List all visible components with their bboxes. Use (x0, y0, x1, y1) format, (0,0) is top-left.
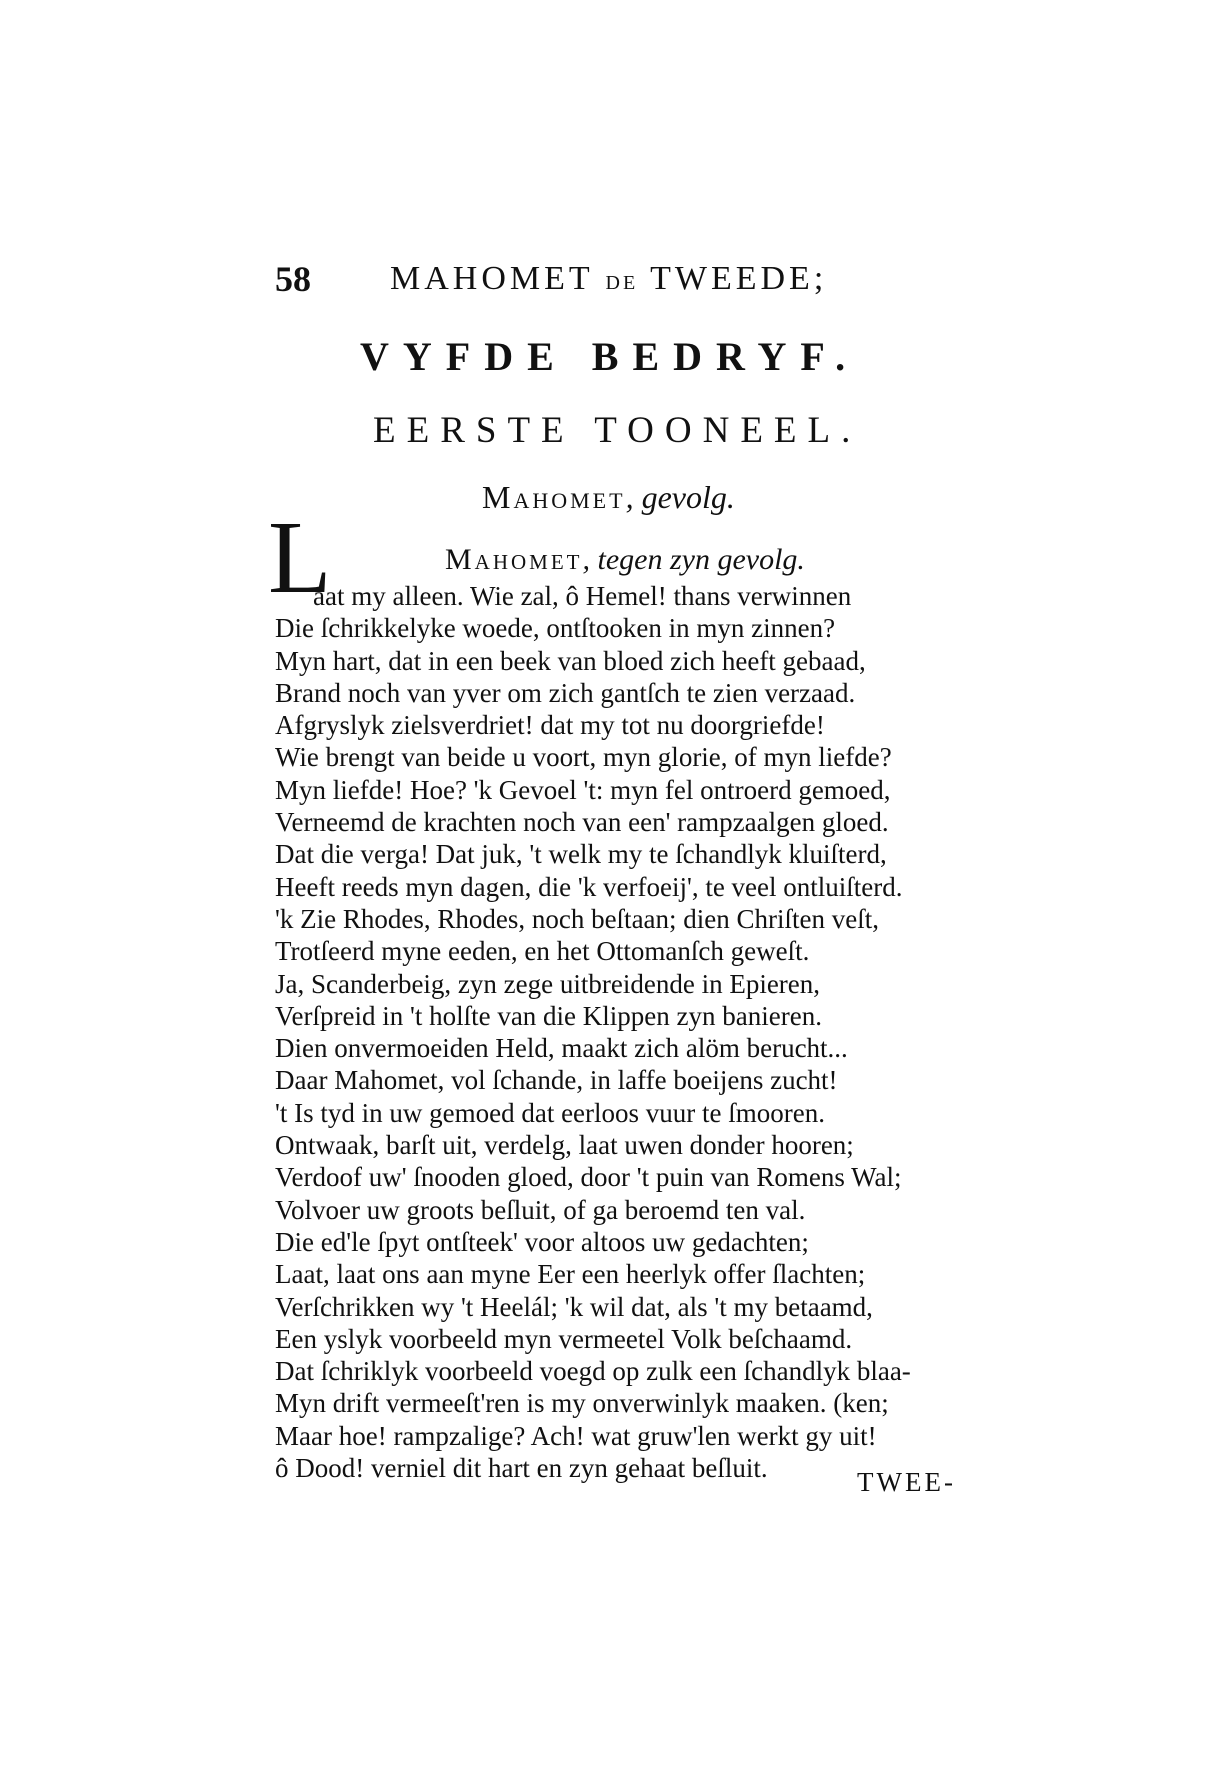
verse-line: Wie brengt van beide u voort, myn glorie, of myn liefde? (275, 742, 892, 773)
running-title-part1: MAHOMET (390, 260, 594, 297)
verse-line: Brand noch van yver om zich gantſch te zien verzaad. (275, 677, 856, 708)
verse-line: Laat, laat ons aan myne Eer een heerlyk offer ſlachten; (275, 1259, 866, 1290)
verse-line: 'k Zie Rhodes, Rhodes, noch beſtaan; dien Chriſten veſt, (275, 903, 879, 934)
verse-line: Die ſchrikkelyke woede, ontſtooken in myn zinnen? (275, 613, 836, 644)
verse-line: Dien onvermoeiden Held, maakt zich alöm berucht... (275, 1033, 848, 1064)
verse-line: Heeft reeds myn dagen, die 'k verfoeij', te veel ontluiſterd. (275, 871, 903, 902)
verse-line: Daar Mahomet, vol ſchande, in laffe boeijens zucht! (275, 1065, 838, 1096)
verse-line: Afgryslyk zielsverdriet! dat my tot nu doorgriefde! (275, 710, 825, 741)
running-title (390, 260, 827, 298)
verse-line: Maar hoe! rampzalige? Ach! wat gruw'len werkt gy uit! (275, 1420, 877, 1451)
verse-line: Die ed'le ſpyt ontſteek' voor altoos uw gedachten; (275, 1226, 809, 1257)
running-head (275, 258, 915, 306)
verse-line: Verſpreid in 't holſte van die Klippen zyn banieren. (275, 1000, 822, 1031)
verse-line: Myn drift vermeeſt'ren is my onverwinlyk maaken. (ken; (275, 1388, 889, 1419)
drop-cap: L (268, 500, 332, 615)
cast-rest: , gevolg. (625, 479, 735, 515)
verse-lines (275, 580, 975, 1484)
speaker-name: Mahomet (445, 543, 583, 576)
verse-line: Dat ſchriklyk voorbeeld voegd op zulk een ſchandlyk blaa- (275, 1356, 911, 1387)
catchword: TWEE- (857, 1467, 956, 1497)
verse-line: Ja, Scanderbeig, zyn zege uitbreidende in Epieren, (275, 968, 821, 999)
verse-line: Trotſeerd myne eeden, en het Ottomanſch geweſt. (275, 936, 810, 967)
verse-line: Myn hart, dat in een beek van bloed zich heeft gebaad, (275, 645, 866, 676)
running-title-part2: TWEEDE; (650, 260, 828, 297)
verse-line: ô Dood! verniel dit hart en zyn gehaat beſluit. (275, 1453, 768, 1484)
cast-name: Mahomet (482, 479, 626, 515)
act-title: VYFDE BEDRYF. (360, 334, 860, 379)
verse-line: Verſchrikken wy 't Heelál; 'k wil dat, als 't my betaamd, (275, 1291, 873, 1322)
verse-line: Myn liefde! Hoe? 'k Gevoel 't: myn fel ontroerd gemoed, (275, 774, 891, 805)
running-title-small: DE (605, 272, 639, 294)
speaker-heading (445, 543, 805, 577)
scene-title: EERSTE TOONEEL. (373, 410, 862, 451)
verse-line: Volvoer uw groots beſluit, of ga beroemd ten val. (275, 1194, 806, 1225)
cast-list (482, 479, 735, 516)
verse-line: Dat die verga! Dat juk, 't welk my te ſchandlyk kluiſterd, (275, 839, 887, 870)
page-number: 58 (275, 259, 311, 299)
verse-line: Een yslyk voorbeeld myn vermeetel Volk beſchaamd. (275, 1323, 853, 1354)
verse-line: Verdoof uw' ſnooden gloed, door 't puin van Romens Wal; (275, 1162, 902, 1193)
stage-direction: , tegen zyn gevolg. (582, 543, 805, 576)
verse-line: 't Is tyd in uw gemoed dat eerloos vuur te ſmooren. (275, 1097, 825, 1128)
verse-line: Ontwaak, barſt uit, verdelg, laat uwen donder hooren; (275, 1130, 854, 1161)
verse-line: Verneemd de krachten noch van een' rampzaalgen gloed. (275, 807, 889, 838)
verse-line: aat my alleen. Wie zal, ô Hemel! thans verwinnen (313, 581, 852, 611)
